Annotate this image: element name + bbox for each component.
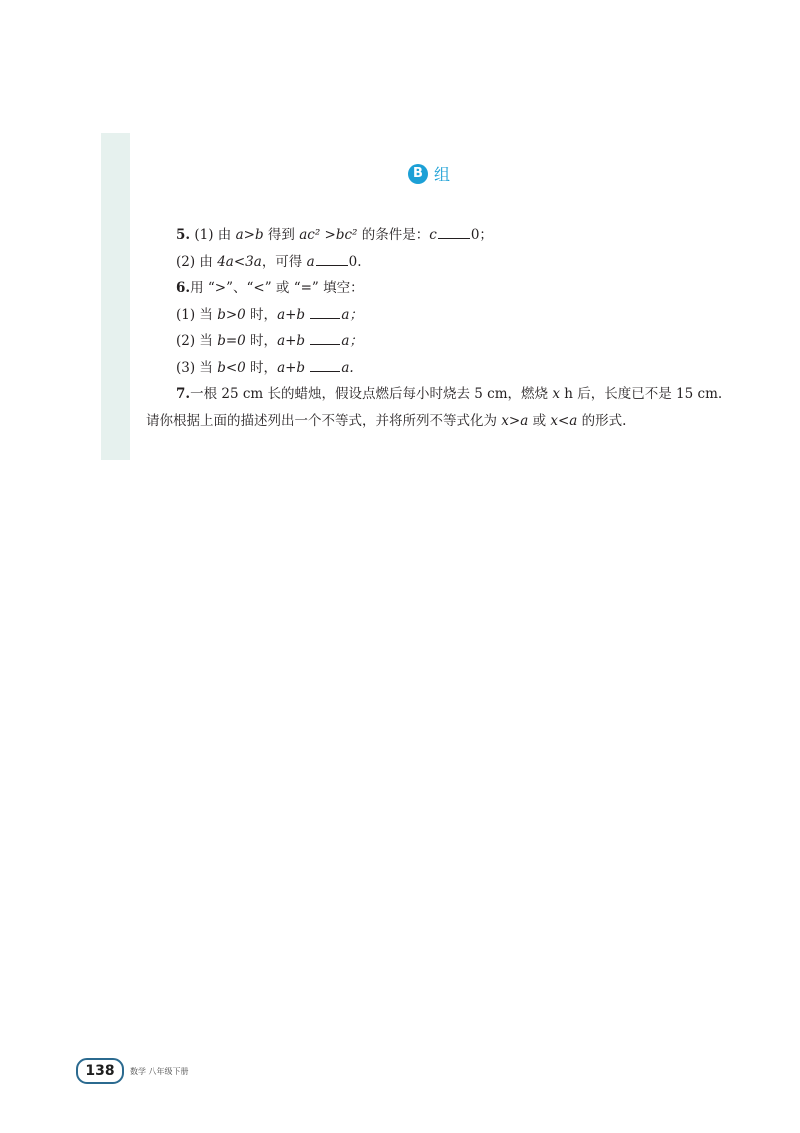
answer-blank[interactable]	[438, 225, 470, 239]
answer-blank[interactable]	[310, 305, 340, 319]
problem-6-item-2: (2) 当 b=0 时，a+b a；	[176, 333, 363, 349]
margin-band	[101, 133, 130, 460]
problem-6-stem: 6.用 “>”、“<” 或 “=” 填空：	[176, 280, 364, 296]
problem-6-item-1: (1) 当 b>0 时，a+b a；	[176, 306, 363, 323]
answer-blank[interactable]	[310, 358, 340, 372]
problem-number: 5.	[176, 227, 191, 243]
problem-5-part-2: (2) 由 4a<3a，可得 a 0.	[176, 253, 362, 270]
page-footer	[76, 1058, 189, 1084]
problem-number: 7.	[176, 386, 191, 402]
exercise-content	[146, 222, 726, 434]
section-title-text: 组	[434, 165, 451, 184]
answer-blank[interactable]	[310, 331, 340, 345]
section-badge: B	[408, 164, 428, 184]
section-heading	[408, 162, 450, 185]
problem-7: 7.一根 25 cm 长的蜡烛，假设点燃后每小时烧去 5 cm，燃烧 x h 后，长度已不是 15 cm. 请你根据上面的描述列出一个不等式，并将所列不等式化为 x>a 或 x<a 的形式.	[146, 386, 723, 429]
problem-6-item-3: (3) 当 b<0 时，a+b a.	[176, 359, 354, 376]
page-number: 138	[76, 1058, 124, 1084]
book-title: 数学 八年级下册	[130, 1066, 189, 1076]
problem-number: 6.	[176, 280, 191, 296]
answer-blank[interactable]	[316, 252, 348, 266]
problem-5-part-1: 5. (1) 由 a>b 得到 ac² >bc² 的条件是：c 0；	[176, 227, 493, 243]
